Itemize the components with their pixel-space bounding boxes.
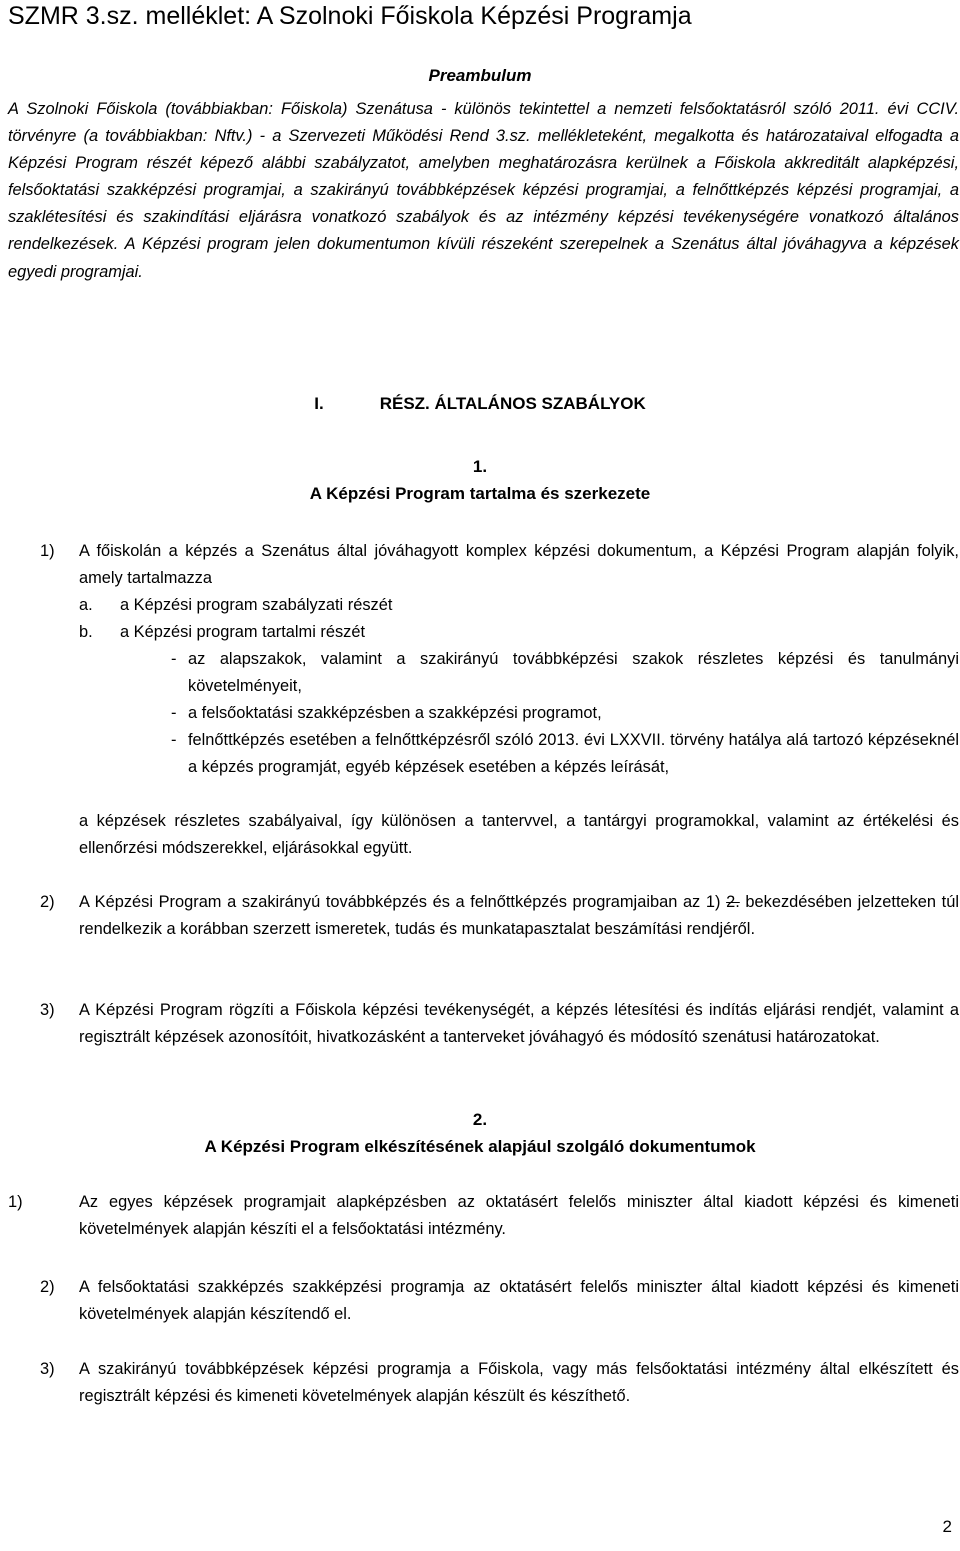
preamble-title: Preambulum (428, 66, 532, 85)
dash-bullet: - (171, 650, 177, 668)
preamble-text: A Szolnoki Főiskola (továbbiakban: Főiskola) Szenátusa - különös tekintettel a nemzeti felsőoktatásról szóló 2011. évi CCIV. törvényre (a továbbiakban: Nftv.) - a Szervezeti Működési Rend 3.sz. mellékleteként, megalkotta és határozataival elfogadta a Képzési Program részét képező alábbi szabályzatot, amelyben meghatározásra kerülnek a Főiskola akkreditált alapképzési, felsőoktatási szakképzési programjai, a szakirányú továbbképzések képzési programjai, a felnőttképzés képzési programjai, a szaklétesítési és szakindítási eljárásra vonatkozó szabályok és az intézmény képzési tevékenységére vonatkozó általános rendelkezések. A Képzési program jelen dokumentumon kívüli részeként szerepelnek a Szenátus által jóváhagyva a képzések egyedi programjai. (8, 100, 959, 281)
paragraph-text: A főiskolán a képzés a Szenátus által jóváhagyott komplex képzési dokumentum, a Képzési Program alapján folyik, amely tartalmazza (79, 542, 959, 588)
dash-bullet: - (171, 704, 177, 722)
paragraph-number: 3) (40, 1360, 55, 1378)
sub-item-b (79, 619, 959, 646)
sub-item-label: a. (79, 596, 93, 614)
dash-list-item (171, 700, 959, 727)
sub-item-a (79, 592, 959, 619)
paragraph-number: 2) (40, 893, 55, 911)
section-2-paragraph-2 (40, 1274, 959, 1328)
paragraph-text: Az egyes képzések programjait alapképzésben az oktatásért felelős miniszter által kiadott képzési és kimeneti követelmények alapján készíti el a felsőoktatási intézmény. (79, 1193, 959, 1239)
page-number: 2 (942, 1517, 952, 1536)
dash-bullet: - (171, 731, 177, 749)
section-1-number: 1. (472, 457, 488, 476)
struck-through-text: 2. (726, 893, 740, 911)
paragraph-number: 3) (40, 1001, 55, 1019)
section-1-paragraph-1 (40, 538, 959, 592)
sub-item-text: a Képzési program tartalmi részét (120, 623, 366, 641)
paragraph-text: A Képzési Program rögzíti a Főiskola képzési tevékenységét, a képzés létesítési és indítás eljárási rendjét, valamint a regisztrált képzések azonosítóit, hivatkozásként a tanterveket jóváhagyó és módosító szenátusi határozatokat. (79, 1001, 959, 1047)
dash-item-text: a felsőoktatási szakképzésben a szakképzési programot, (188, 704, 602, 722)
section-1-title: A Képzési Program tartalma és szerkezete (309, 484, 651, 503)
paragraph-text: a képzések részletes szabályaival, így különösen a tantervvel, a tantárgyi programokkal, valamint az értékelési és ellenőrzési módszerekkel, eljárásokkal együtt. (79, 812, 959, 858)
paragraph-text (79, 889, 959, 943)
section-2-number: 2. (472, 1110, 488, 1129)
section-2-paragraph-1 (8, 1189, 959, 1243)
dash-list-item (171, 646, 959, 700)
paragraph-number: 2) (40, 1278, 55, 1296)
dash-list-item (171, 727, 959, 781)
part-title-text: RÉSZ. ÁLTALÁNOS SZABÁLYOK (379, 394, 646, 413)
paragraph-number: 1) (40, 542, 55, 560)
section-1-paragraph-3 (40, 997, 959, 1051)
section-1-paragraph-2 (40, 889, 959, 943)
sub-item-text: a Képzési program szabályzati részét (120, 596, 393, 614)
section-1-paragraph-1-closing (79, 808, 959, 862)
paragraph-text-part: bekezdésében jelzetteken túl rendelkezik a korábban szerzett ismeretek, tudás és munkatapasztalat beszámítási rendjéről. (79, 893, 959, 939)
part-roman-numeral: I. (314, 394, 324, 413)
paragraph-text-part: A Képzési Program a szakirányú továbbképzés és a felnőttképzés programjaiban az 1) (79, 893, 727, 911)
dash-item-text: felnőttképzés esetében a felnőttképzésről szóló 2013. évi LXXVII. törvény hatálya alá tartozó képzéseknél a képzés programját, egyéb képzések esetében a képzés leírását, (188, 731, 959, 777)
section-2-title: A Képzési Program elkészítésének alapjául szolgáló dokumentumok (204, 1137, 756, 1156)
part-heading (0, 392, 960, 416)
paragraph-number: 1) (8, 1193, 23, 1211)
paragraph-text: A felsőoktatási szakképzés szakképzési programja az oktatásért felelős miniszter által kiadott képzési és kimeneti követelmények alapján készítendő el. (79, 1278, 959, 1324)
sub-item-label: b. (79, 623, 93, 641)
dash-item-text: az alapszakok, valamint a szakirányú továbbképzési szakok részletes képzési és tanulmányi követelményeit, (188, 650, 959, 696)
paragraph-text: A szakirányú továbbképzések képzési programja a Főiskola, vagy más felsőoktatási intézmény által elkészített és regisztrált képzési és kimeneti követelmények alapján készült és készíthető. (79, 1360, 959, 1406)
document-header-title: SZMR 3.sz. melléklet: A Szolnoki Főiskola Képzési Programja (8, 2, 692, 30)
section-2-paragraph-3 (40, 1356, 959, 1410)
